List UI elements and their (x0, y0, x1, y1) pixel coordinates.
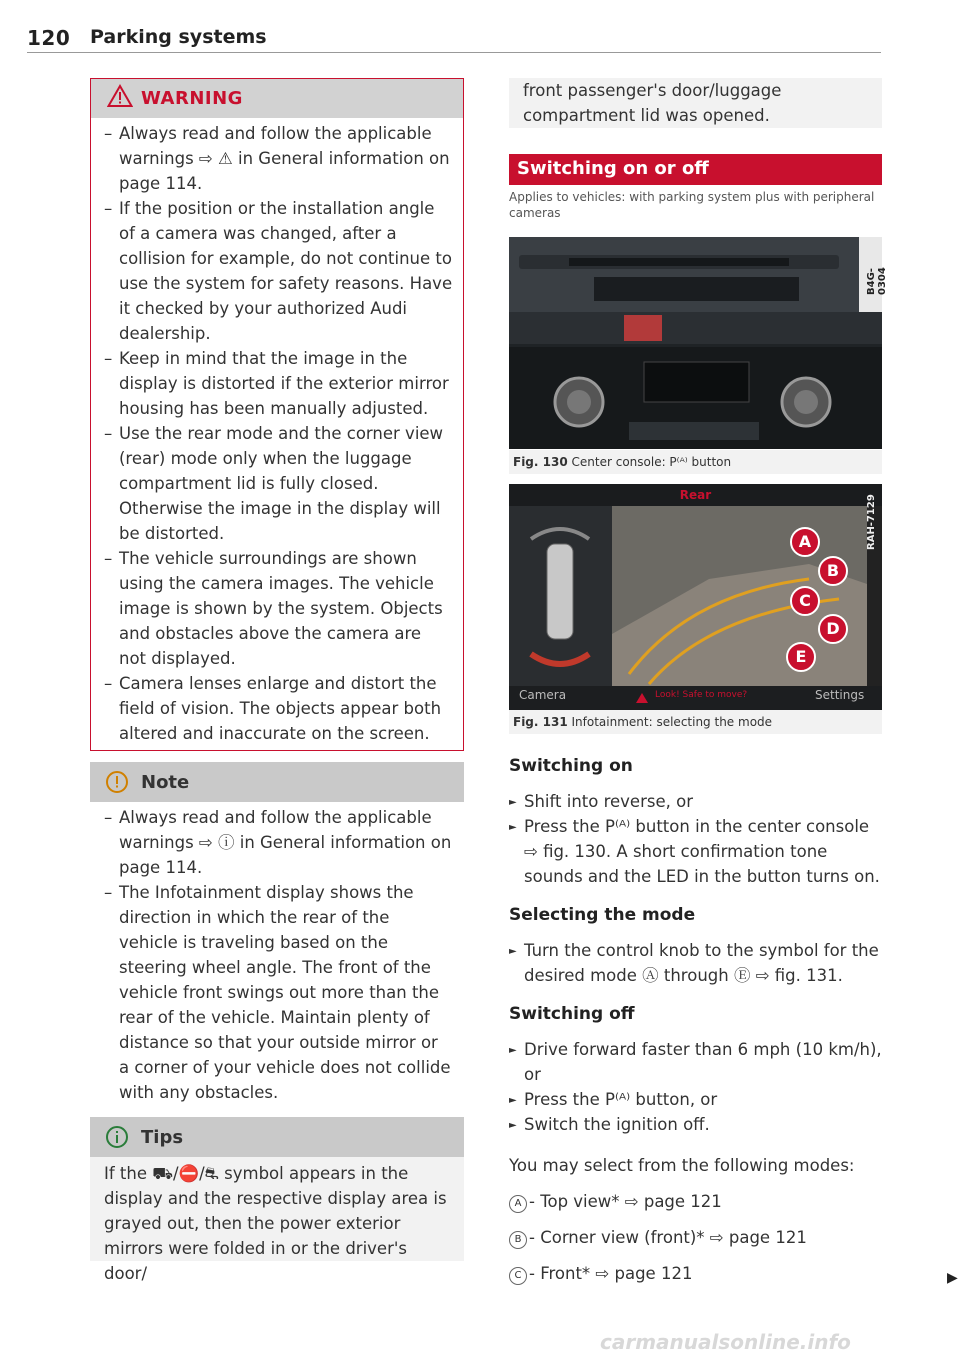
warning-item: – Use the rear mode and the corner view (rear) mode only when the luggage compartment lid is fully closed. Otherwise the image in the display will be distorted. (91, 421, 453, 546)
warning-item: – If the position or the installation angle of a camera was changed, after a collision for example, do not continue to use the system for safety reasons. Have it checked by your authorized Audi dealership. (91, 196, 453, 346)
section-header: Parking systems (90, 26, 267, 48)
marker-letter: B (826, 561, 840, 580)
applies-to: Applies to vehicles: with parking system plus with peripheral cameras (509, 190, 875, 220)
fig131-code: RAH-7129 (866, 494, 877, 550)
switching-off-title: Switching off (509, 1004, 635, 1024)
screen-camera-label: Camera (519, 688, 567, 702)
step-item: ► Drive forward faster than 6 mph (10 km/h), or (496, 1037, 886, 1087)
fig130-caption: Center console: P⁽ᴬ⁾ button (571, 455, 732, 469)
warning-item: – Always read and follow the applicable warnings ⇨ ⚠ in General information on page 114. (91, 121, 453, 196)
continued-text: front passenger's door/luggage compartment lid was opened. (523, 81, 782, 125)
modes-intro: You may select from the following modes: (509, 1156, 855, 1175)
note-icon (105, 770, 129, 794)
step-item: ► Press the P⁽ᴬ⁾ button, or (496, 1087, 886, 1112)
step-item: ► Switch the ignition off. (496, 1112, 886, 1137)
fig131-caption: Infotainment: selecting the mode (571, 715, 773, 729)
marker-letter: C (799, 591, 811, 610)
screen-title: Rear (679, 488, 712, 502)
note-list (91, 805, 453, 1105)
mode-letter: B (509, 1231, 527, 1249)
marker-letter: D (826, 619, 840, 638)
section-title: Switching on or off (517, 158, 709, 179)
mode-row (509, 1261, 889, 1286)
tips-title: Tips (141, 1127, 184, 1148)
fig130-code: B4G-0304 (866, 267, 888, 295)
warning-item: – Keep in mind that the image in the display is distorted if the exterior mirror housing has been manually adjusted. (91, 346, 453, 421)
fig131-label: Fig. 131 (513, 715, 568, 729)
switching-off-list (496, 1037, 886, 1137)
warning-list (91, 121, 453, 746)
mode-letter: C (509, 1267, 527, 1285)
warning-item: – The vehicle surroundings are shown using the camera images. The vehicle image is shown by the system. Objects and obstacles above the camera are not displayed. (91, 546, 453, 671)
footer-watermark: carmanualsonline.info (600, 1330, 851, 1354)
tips-text: If the ⛟/⛔/⛐ symbol appears in the display and the respective display area is grayed out, then the power exterior mirrors were folded in or the driver's door/ (104, 1164, 447, 1283)
warning-item: – Camera lenses enlarge and distort the field of vision. The objects appear both altered and inaccurate on the screen. (91, 671, 453, 746)
selecting-list (496, 938, 886, 988)
step-item: ► Shift into reverse, or (496, 789, 886, 814)
header-rule (27, 52, 881, 53)
switching-on-title: Switching on (509, 756, 633, 776)
fig130-label: Fig. 130 (513, 455, 568, 469)
step-item: ► Press the P⁽ᴬ⁾ button in the center console ⇨ fig. 130. A short confirmation tone sounds and the LED in the button turns on. (496, 814, 886, 889)
page-number: 120 (27, 26, 71, 50)
mode-text: - Top view* ⇨ page 121 (529, 1192, 722, 1211)
step-item: ► Turn the control knob to the symbol for the desired mode Ⓐ through Ⓔ ⇨ fig. 131. (496, 938, 886, 988)
mode-marker-e (786, 642, 816, 672)
warning-title: WARNING (141, 88, 243, 109)
note-item: – Always read and follow the applicable warnings ⇨ ⓘ in General information on page 114. (91, 805, 453, 880)
mode-marker-c (790, 586, 820, 616)
marker-letter: E (795, 647, 807, 666)
figure-131-screen (509, 484, 882, 710)
infotainment-illustration (509, 484, 882, 710)
mode-row (509, 1225, 889, 1250)
note-item: – The Infotainment display shows the direction in which the rear of the vehicle is traveling based on the steering wheel angle. The front of the vehicle front swings out more than the rear of the vehicle. Maintain plenty of distance so that your outside mirror or a corner of your vehicle does not collide with any obstacles. (91, 880, 453, 1105)
warning-triangle-icon (107, 84, 133, 108)
mode-text: - Corner view (front)* ⇨ page 121 (529, 1228, 807, 1247)
mode-letter: A (509, 1195, 527, 1213)
mode-text: - Front* ⇨ page 121 (529, 1264, 693, 1283)
console-illustration (509, 237, 888, 449)
next-page-icon: ▶ (947, 1270, 958, 1286)
fig130-caption-row (513, 455, 731, 469)
selecting-mode-title: Selecting the mode (509, 905, 696, 925)
switching-on-list (496, 789, 886, 889)
mode-marker-a (790, 527, 820, 557)
marker-letter: A (798, 532, 812, 551)
mode-row (509, 1189, 889, 1214)
screen-settings-label: Settings (815, 688, 865, 702)
fig131-caption-row (513, 715, 772, 729)
figure-130-console (509, 237, 888, 449)
mode-marker-b (818, 556, 848, 586)
mode-marker-d (818, 614, 848, 644)
info-icon (105, 1125, 129, 1149)
screen-safe-label: Look! Safe to move? (655, 690, 748, 700)
note-title: Note (141, 772, 190, 793)
